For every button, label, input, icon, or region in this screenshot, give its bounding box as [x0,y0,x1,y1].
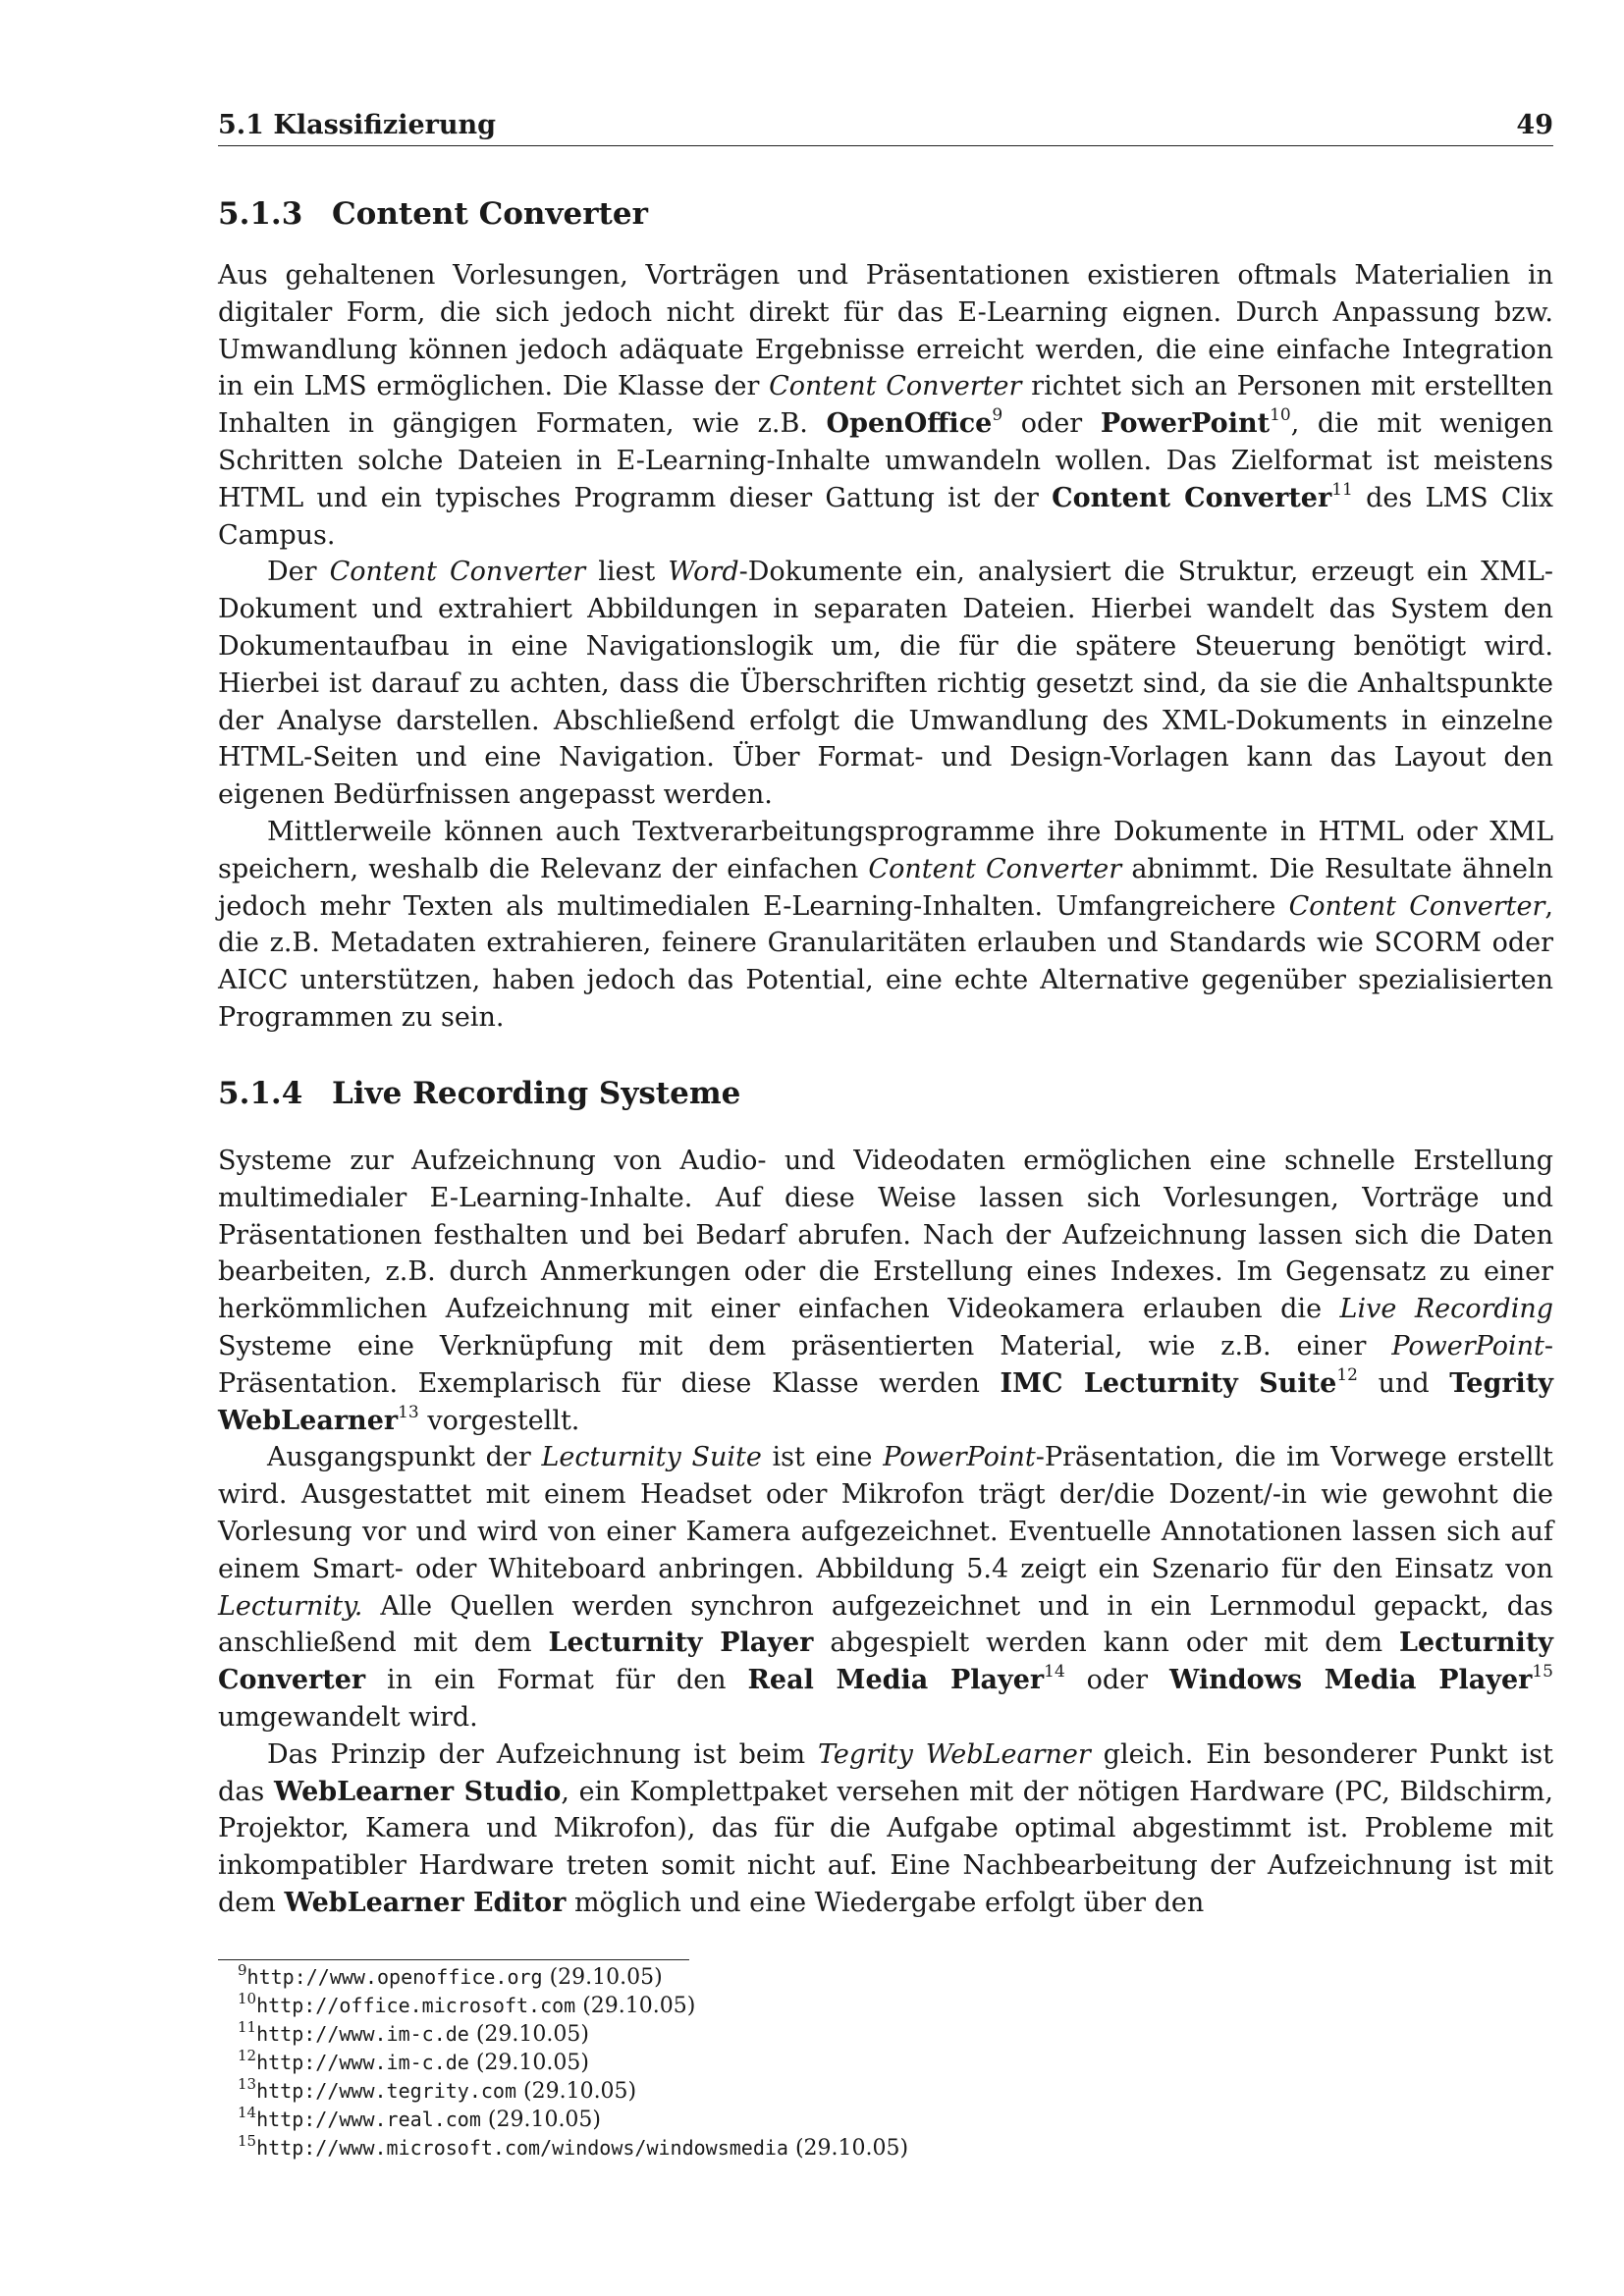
text: Der [267,557,330,588]
section-heading-content-converter [218,196,648,232]
text: umgewandelt wird. [218,1701,478,1733]
strong-term: Real Media Player [747,1665,1045,1696]
text: in ein Format für den [365,1665,748,1696]
footnote-number: 15 [238,2132,257,2150]
emphasis: Lecturnity Suite [541,1442,762,1473]
section-number: 5.1.4 [218,1076,303,1111]
strong-term: Content Converter [1052,482,1332,513]
footnote-link[interactable]: http://www.openoffice.org [246,1965,543,1989]
section-heading-live-recording [218,1076,740,1111]
footnote [238,2106,1514,2134]
footnote-ref[interactable]: 11 [1331,479,1353,500]
footnote-ref[interactable]: 9 [992,405,1003,426]
strong-term: WebLearner Studio [273,1776,562,1807]
emphasis: Content Converter [329,557,586,588]
text: richtet sich an Personen mit erstellten Inhalten in gängigen Formaten, wie z.B. [218,371,1553,440]
text: Aus gehaltenen Vorlesungen, Vorträgen und Präsentationen existieren oftmals Materialien in digitaler Form, die sich jedoch nicht direkt für das E-Learning eignen. Durch Anpassung bzw. Umwandlung können jedoch adäquate Ergebnisse erreicht werden, die eine einfache Integration in ein LMS ermöglichen. Die Klasse der [218,260,1553,402]
emphasis: Word [668,557,739,588]
footnote-number: 9 [238,1961,247,1979]
text: -Präsentation, die im Vorwege erstellt wird. Ausgestattet mit einem Headset oder Mikrofon trägt der/die Dozent/-in wie gewohnt die Vorlesung vor und wird von einer Kamera aufgezeichnet. Eventuelle Annotationen lassen sich auf einem Smart- oder Whiteboard anbringen. Abbildung 5.4 zeigt ein Szenario für den Einsatz von [218,1442,1553,1584]
text: , die z.B. Metadaten extrahieren, feinere Granularitäten erlauben und Standards wie SCORM oder AICC unterstützen, haben jedoch das Potential, eine echte Alternative gegenüber spezialisierten Programmen zu sein. [218,890,1553,1033]
paragraph [218,814,1553,1037]
footnote-ref[interactable]: 12 [1336,1364,1358,1385]
running-header [218,110,1553,146]
emphasis: Live Recording [1339,1294,1554,1325]
text: des LMS Clix Campus. [218,482,1553,551]
text: Systeme zur Aufzeichnung von Audio- und Videodaten ermöglichen eine schnelle Erstellung multimedialer E-Learning-Inhalte. Auf diese Weise lassen sich Vorlesungen, Vorträge und Präsentationen festhalten und bei Bedarf abrufen. Nach der Aufzeichnung lassen sich die Daten bearbeiten, z.B. durch Anmerkungen oder die Erstellung eines Indexes. Im Gegensatz zu einer herkömmlichen Aufzeichnung mit einer einfachen Videokamera erlauben die [218,1146,1553,1325]
footnote [238,2134,1514,2163]
strong-term: Lecturnity Converter [218,1628,1553,1696]
footnote-ref[interactable]: 13 [398,1402,419,1422]
text: ist eine [761,1442,884,1473]
footnote [238,2077,1514,2106]
text: Das Prinzip der Aufzeichnung ist beim [267,1738,819,1770]
footnote [238,2020,1514,2049]
text: , ein Komplettpaket versehen mit der nötigen Hardware (PC, Bildschirm, Projektor, Kamera und Mikrofon), das für die Aufgabe optimal abgestimmt ist. Probleme mit inkompatibler Hardware treten somit nicht auf. Eine Nachbearbeitung der Aufzeichnung ist mit dem [218,1776,1553,1918]
text: gleich. Ein besonderer Punkt ist das [218,1738,1553,1807]
text: möglich und eine Wiedergabe erfolgt über den [566,1887,1205,1918]
paragraph [218,1736,1553,1922]
footnote [238,1992,1514,2020]
footnote-date: (29.10.05) [475,2022,589,2047]
footnote-link[interactable]: http://www.microsoft.com/windows/windowsmedia [256,2136,788,2160]
paragraph [218,257,1553,554]
emphasis: Content Converter [1288,890,1545,922]
text: , die mit wenigen Schritten solche Dateien in E-Learning-Inhalte umwandeln wollen. Das Zielformat ist meistens HTML und ein typisches Programm dieser Gattung ist der [218,408,1553,513]
emphasis: Content Converter [868,853,1122,884]
footnote-number: 13 [238,2075,257,2093]
strong-term: Windows Media Player [1169,1665,1533,1696]
text: abgespielt werden kann oder mit dem [813,1628,1399,1659]
section-body-content-converter [218,257,1553,1037]
paragraph [218,1439,1553,1735]
footnote-link[interactable]: http://www.tegrity.com [256,2079,516,2103]
footnote [238,2049,1514,2077]
section-body-live-recording [218,1143,1553,1922]
footnote-number: 14 [238,2104,257,2121]
section-number: 5.1.3 [218,196,303,232]
strong-term: IMC Lecturnity Suite [1000,1367,1337,1399]
paragraph [218,554,1553,814]
footnote-link[interactable]: http://www.real.com [256,2108,481,2131]
footnote-date: (29.10.05) [487,2108,602,2132]
paragraph [218,1143,1553,1439]
footnote-date: (29.10.05) [549,1965,663,1990]
emphasis: PowerPoint [1391,1330,1544,1362]
emphasis: Content Converter [769,371,1022,402]
section-title: Live Recording Systeme [332,1076,741,1111]
text: Systeme eine Verknüpfung mit dem präsentierten Material, wie z.B. einer [218,1330,1392,1362]
footnote-number: 11 [238,2018,257,2036]
strong-term: PowerPoint [1100,408,1271,440]
footnote-date: (29.10.05) [475,2051,589,2075]
strong-term: WebLearner Editor [284,1887,567,1918]
text: oder [1002,408,1101,440]
footnote-date: (29.10.05) [523,2079,637,2104]
strong-term: Lecturnity Player [548,1628,814,1659]
footnote-ref[interactable]: 10 [1270,405,1291,426]
section-title: Content Converter [332,196,648,232]
footnote-divider [218,1959,689,1960]
emphasis: PowerPoint [883,1442,1036,1473]
footnote-link[interactable]: http://office.microsoft.com [256,1994,576,2017]
footnote-date: (29.10.05) [794,2136,909,2161]
strong-term: Tegrity WebLearner [218,1367,1553,1436]
text: Alle Quellen werden synchron aufgezeichnet und in ein Lernmodul gepackt, das anschließend mit dem [218,1590,1553,1659]
header-section-title: 5.1 Klassifizierung [218,110,497,140]
emphasis: Tegrity WebLearner [818,1738,1091,1770]
text: Ausgangspunkt der [267,1442,542,1473]
text: vorgestellt. [418,1405,580,1436]
text: Mittlerweile können auch Textverarbeitungsprogramme ihre Dokumente in HTML oder XML speichern, weshalb die Relevanz der einfachen [218,816,1553,884]
text: liest [585,557,669,588]
footnote [238,1963,1514,1992]
text: -Präsentation. Exemplarisch für diese Klasse werden [218,1330,1553,1399]
footnote-link[interactable]: http://www.im-c.de [256,2051,469,2074]
text: und [1357,1367,1450,1399]
footnote-ref[interactable]: 14 [1044,1662,1065,1682]
text: oder [1064,1665,1169,1696]
strong-term: OpenOffice [826,408,993,440]
footnote-ref[interactable]: 15 [1532,1662,1553,1682]
footnote-number: 10 [238,1990,257,2007]
footnote-link[interactable]: http://www.im-c.de [256,2022,469,2046]
footnote-date: (29.10.05) [582,1994,696,2018]
text: abnimmt. Die Resultate ähneln jedoch mehr Texten als multimedialen E-Learning-Inhalten. Umfangreichere [218,853,1553,922]
header-page-number: 49 [1516,110,1553,140]
text: -Dokumente ein, analysiert die Struktur, erzeugt ein XML-Dokument und extrahiert Abbildungen in separaten Dateien. Hierbei wandelt das System den Dokumentaufbau in eine Navigationslogik um, die für die spätere Steuerung benötigt wird. Hierbei ist darauf zu achten, dass die Überschriften richtig gesetzt sind, da sie die Anhaltspunkte der Analyse darstellen. Abschließend erfolgt die Umwandlung des XML-Dokuments in einzelne HTML-Seiten und eine Navigation. Über Format- und Design-Vorlagen kann das Layout den eigenen Bedürfnissen angepasst werden. [218,557,1554,811]
footnotes [238,1963,1514,2163]
emphasis: Lecturnity. [218,1590,363,1622]
footnote-number: 12 [238,2047,257,2064]
